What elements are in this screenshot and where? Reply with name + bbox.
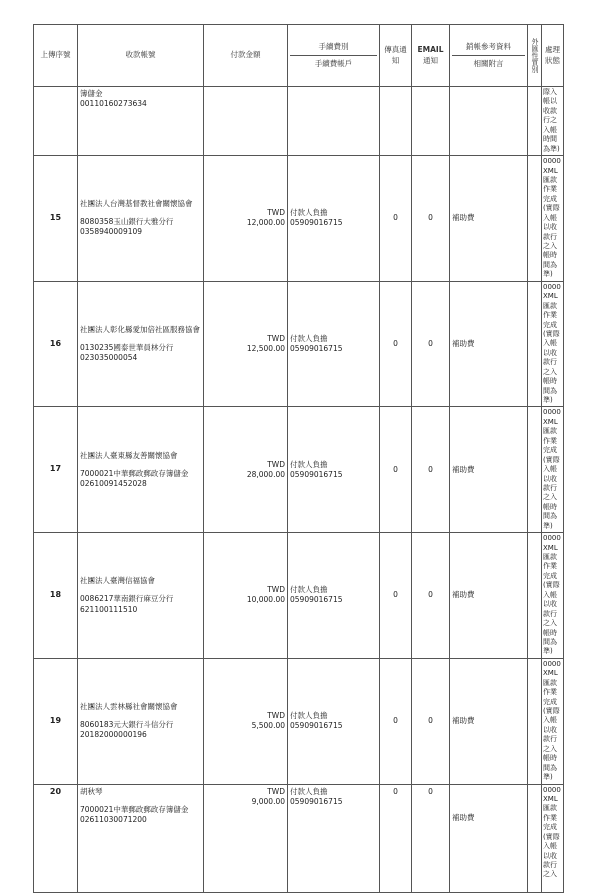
- currency: TWD: [267, 208, 285, 218]
- row-fee: [288, 407, 380, 533]
- row-fax: 0: [380, 784, 412, 892]
- row-amount: [204, 281, 288, 407]
- header-account: 收款帳號: [78, 25, 204, 87]
- row-fax: 0: [380, 658, 412, 784]
- header-amount: 付款金額: [204, 25, 288, 87]
- amount-value: 5,500.00: [251, 721, 285, 731]
- fee-account: 05909016715: [290, 721, 343, 731]
- row-amount: [204, 658, 288, 784]
- table-row: [34, 407, 564, 533]
- header-fee-type: 手續費別: [290, 42, 377, 56]
- row-seq: 19: [34, 658, 78, 784]
- fee-type: 付款人負擔: [290, 333, 328, 343]
- row-fee: [288, 533, 380, 659]
- row-ref: 補助費: [450, 407, 528, 533]
- row-seq: 20: [34, 784, 78, 892]
- row-ref: 補助費: [450, 784, 528, 892]
- payee-name: 胡秋琴: [80, 786, 103, 796]
- header-fee: [288, 25, 380, 87]
- row-fee: [288, 784, 380, 892]
- row-email: 0: [412, 156, 450, 282]
- payee-name: 社團法人彰化縣愛加倍社區服務協會: [80, 324, 200, 334]
- header-foreign: 外匯性質別: [528, 25, 542, 87]
- payee-name: 社團法人雲林縣社會關懷協會: [80, 701, 178, 711]
- row-account: [78, 784, 204, 892]
- row-account: [78, 407, 204, 533]
- fee-account: 05909016715: [290, 595, 343, 605]
- row-ref: 補助費: [450, 156, 528, 282]
- bank-name: 8060183元大銀行斗信分行: [80, 720, 174, 730]
- header-fee-account: 手續費帳戶: [314, 59, 353, 68]
- table-row: [34, 784, 564, 892]
- payee-name: 社團法人臺東縣友善關懷協會: [80, 450, 178, 460]
- header-email-bottom: 通知: [423, 55, 438, 65]
- row-email: 0: [412, 658, 450, 784]
- row-amount: [204, 533, 288, 659]
- header-seq: 上傳序號: [34, 25, 78, 87]
- fee-account: 05909016715: [290, 344, 343, 354]
- fee-type: 付款人負擔: [290, 459, 328, 469]
- fee-account: 05909016715: [290, 469, 343, 479]
- row-fee: [288, 156, 380, 282]
- row-fax: 0: [380, 156, 412, 282]
- row-ref: 補助費: [450, 281, 528, 407]
- fee-account: 05909016715: [290, 218, 343, 228]
- amount-value: 10,000.00: [246, 595, 285, 605]
- currency: TWD: [267, 459, 285, 469]
- continued-status: 際入帳以收款行之入帳時間為準): [542, 87, 564, 156]
- payee-name: 社團法人台灣基督教社會關懷協會: [80, 199, 193, 209]
- row-status: 0000 XML匯款作業完成(實際入帳以收款行之入: [542, 784, 564, 892]
- header-fax: 傳真通知: [380, 25, 412, 87]
- row-fax: 0: [380, 533, 412, 659]
- row-status: 0000 XML匯款作業完成(實際入帳以收款行之入帳時間為準): [542, 533, 564, 659]
- row-status: 0000 XML匯款作業完成(實際入帳以收款行之入帳時間為準): [542, 281, 564, 407]
- row-seq: 18: [34, 533, 78, 659]
- row-seq: 16: [34, 281, 78, 407]
- header-ref-top: 銷帳參考資料: [452, 42, 525, 56]
- payee-name: 社團法人臺灣信福協會: [80, 576, 155, 586]
- bank-name: 8080358玉山銀行大雅分行: [80, 217, 174, 227]
- fee-type: 付款人負擔: [290, 585, 328, 595]
- row-seq: 15: [34, 156, 78, 282]
- account-number: 621100111510: [80, 604, 138, 614]
- row-fax: 0: [380, 281, 412, 407]
- row-fax: 0: [380, 407, 412, 533]
- amount-value: 12,500.00: [246, 344, 285, 354]
- bank-name: 0130235國泰世華員林分行: [80, 343, 174, 353]
- currency: TWD: [267, 585, 285, 595]
- row-amount: [204, 784, 288, 892]
- fee-type: 付款人負擔: [290, 711, 328, 721]
- currency: TWD: [267, 333, 285, 343]
- fee-account: 05909016715: [290, 796, 343, 806]
- currency: TWD: [267, 711, 285, 721]
- row-status: 0000 XML匯款作業完成(實際入帳以收款行之入帳時間為準): [542, 658, 564, 784]
- remittance-report-page: [33, 24, 563, 893]
- header-status: 處理狀態: [542, 25, 564, 87]
- row-status: 0000 XML匯款作業完成(實際入帳以收款行之入帳時間為準): [542, 156, 564, 282]
- row-amount: [204, 407, 288, 533]
- account-number: 02610091452028: [80, 478, 147, 488]
- bank-name: 7000021中華郵政郵政存簿儲金: [80, 468, 189, 478]
- table-row: [34, 281, 564, 407]
- row-seq: 17: [34, 407, 78, 533]
- header-email: [412, 25, 450, 87]
- table-row: [34, 533, 564, 659]
- row-amount: [204, 156, 288, 282]
- amount-value: 9,000.00: [251, 796, 285, 806]
- row-ref: 補助費: [450, 658, 528, 784]
- remittance-table: [33, 24, 564, 893]
- table-row-continued: [34, 87, 564, 156]
- currency: TWD: [267, 786, 285, 796]
- bank-name: 7000021中華郵政郵政存簿儲金: [80, 804, 189, 814]
- header-email-top: EMAIL: [417, 45, 444, 55]
- table-row: [34, 658, 564, 784]
- amount-value: 12,000.00: [246, 218, 285, 228]
- continued-account: 簿儲金 00110160273634: [78, 87, 204, 156]
- row-account: [78, 156, 204, 282]
- row-email: 0: [412, 281, 450, 407]
- row-ref: 補助費: [450, 533, 528, 659]
- header-ref: [450, 25, 528, 87]
- fee-type: 付款人負擔: [290, 786, 328, 796]
- header-row: [34, 25, 564, 87]
- row-status: 0000 XML匯款作業完成(實際入帳以收款行之入帳時間為準): [542, 407, 564, 533]
- account-number: 0358940009109: [80, 227, 143, 237]
- row-account: [78, 533, 204, 659]
- fee-type: 付款人負擔: [290, 208, 328, 218]
- row-account: [78, 281, 204, 407]
- row-email: 0: [412, 533, 450, 659]
- row-fee: [288, 658, 380, 784]
- row-fee: [288, 281, 380, 407]
- account-number: 20182000000196: [80, 730, 147, 740]
- row-email: 0: [412, 784, 450, 892]
- amount-value: 28,000.00: [246, 469, 285, 479]
- header-ref-bottom: 相關附言: [473, 59, 504, 68]
- table-row: [34, 156, 564, 282]
- bank-name: 0086217華南銀行麻豆分行: [80, 594, 174, 604]
- row-email: 0: [412, 407, 450, 533]
- account-number: 02611030071200: [80, 814, 147, 824]
- account-number: 023035000054: [80, 353, 138, 363]
- row-account: [78, 658, 204, 784]
